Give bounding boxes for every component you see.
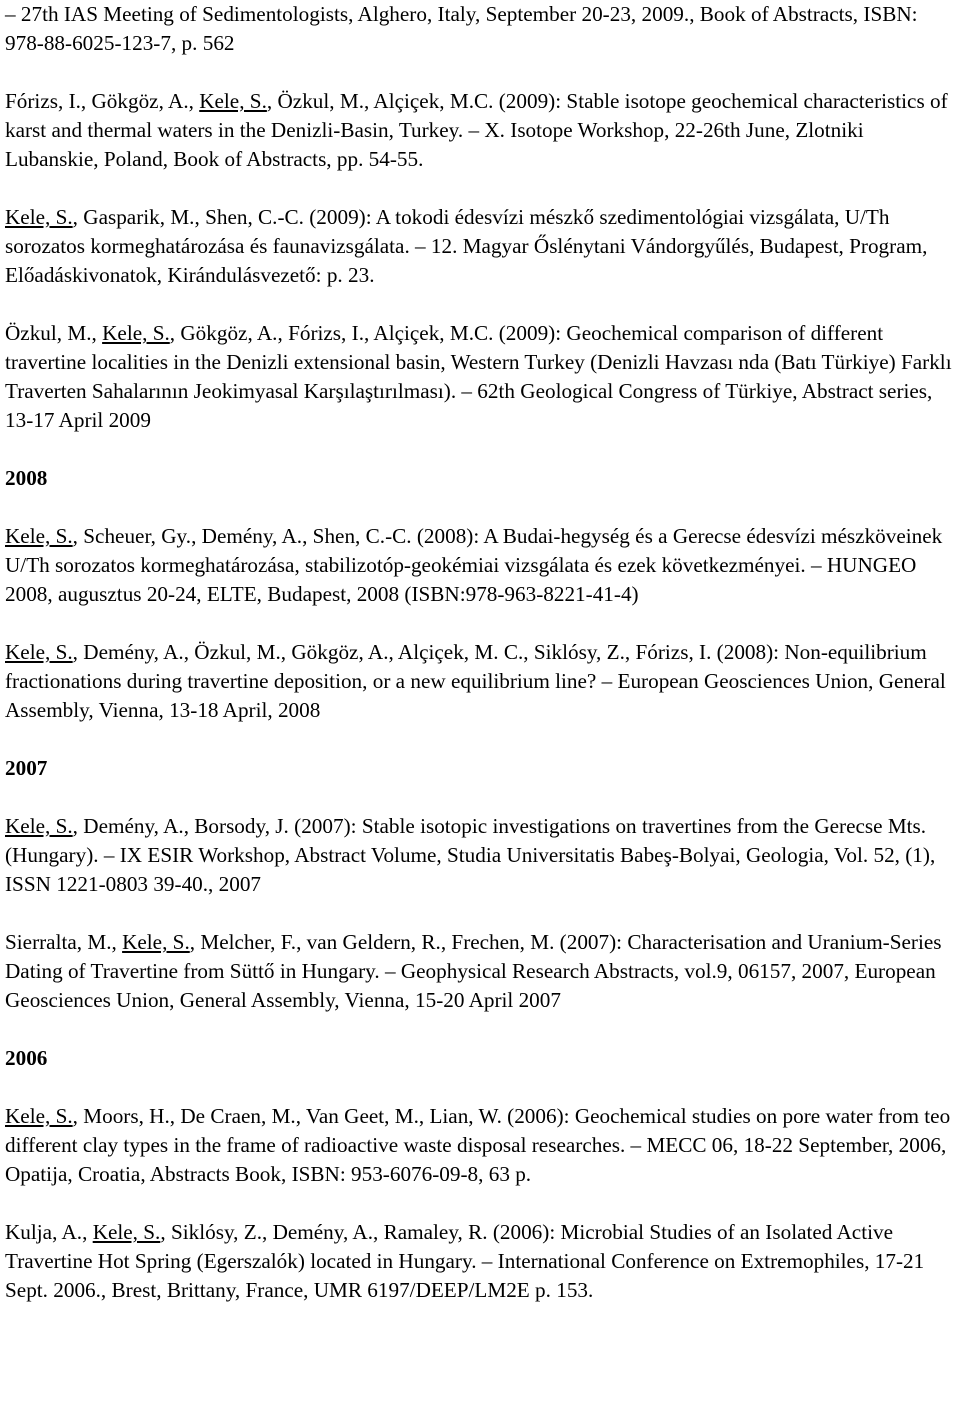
spacer	[5, 899, 957, 928]
spacer	[5, 290, 957, 319]
entry-citation: , Melcher, F., van Geldern, R., Frechen, M. (2007): Characterisation and Uranium-Series Dating of Travertine from Süttő in Hungary. – Geophysical Research Abstracts, vol.9, 06157, 2007, European Geosciences Union, General Assembly, Vienna, 15-20 April 2007	[5, 930, 942, 1012]
publication-entry	[5, 812, 957, 899]
spacer	[5, 493, 957, 522]
highlighted-author: Kele, S.	[199, 89, 267, 113]
entry-text: – 27th IAS Meeting of Sedimentologists, Alghero, Italy, September 20-23, 2009., Book of Abstracts, ISBN: 978-88-6025-123-7, p. 562	[5, 2, 918, 55]
spacer	[5, 609, 957, 638]
entry-coauthors: Kulja, A.,	[5, 1220, 93, 1244]
highlighted-author: Kele, S.	[122, 930, 190, 954]
publication-entry	[5, 319, 957, 435]
spacer	[5, 174, 957, 203]
publication-entry	[5, 1102, 957, 1189]
spacer	[5, 58, 957, 87]
publication-entry	[5, 1218, 957, 1305]
entry-citation: , Demény, A., Borsody, J. (2007): Stable isotopic investigations on travertines from the Gerecse Mts. (Hungary). – IX ESIR Workshop, Abstract Volume, Studia Universitatis Babeş-Bolyai, Geologia, Vol. 52, (1), ISSN 1221-0803 39-40., 2007	[5, 814, 936, 896]
spacer	[5, 435, 957, 464]
publication-list	[5, 0, 957, 1305]
publication-entry	[5, 203, 957, 290]
highlighted-author: Kele, S.	[5, 205, 73, 229]
entry-citation: , Gökgöz, A., Fórizs, I., Alçiçek, M.C. (2009): Geochemical comparison of different travertine localities in the Denizli extensional basin, Western Turkey (Denizli Havzası nda (Batı Türkiye) Farklı Traverten Sahalarının Jeokimyasal Karşılaştırılması). – 62th Geological Congress of Türkiye, Abstract series, 13-17 April 2009	[5, 321, 952, 432]
year-heading: 2007	[5, 756, 48, 780]
highlighted-author: Kele, S.	[5, 1104, 73, 1128]
year-heading: 2006	[5, 1046, 48, 1070]
spacer	[5, 1073, 957, 1102]
highlighted-author: Kele, S.	[102, 321, 170, 345]
entry-citation: , Gasparik, M., Shen, C.-C. (2009): A tokodi édesvízi mészkő szedimentológiai vizsgálata, U/Th sorozatos kormeghatározása és faunavizsgálata. – 12. Magyar Őslénytani Vándorgyűlés, Budapest, Program, Előadáskivonatok, Kirándulásvezető: p. 23.	[5, 205, 928, 287]
highlighted-author: Kele, S.	[92, 1220, 161, 1244]
spacer	[5, 725, 957, 754]
publication-entry	[5, 928, 957, 1015]
publication-entry	[5, 522, 957, 609]
entry-citation: , Demény, A., Özkul, M., Gökgöz, A., Alçiçek, M. C., Siklósy, Z., Fórizs, I. (2008): Non-equilibrium fractionations during travertine deposition, or a new equilibrium line? – European Geosciences Union, General Assembly, Vienna, 13-18 April, 2008	[5, 640, 946, 722]
publication-entry	[5, 87, 957, 174]
entry-citation: , Siklósy, Z., Demény, A., Ramaley, R. (2006): Microbial Studies of an Isolated Active Travertine Hot Spring (Egerszalók) located in Hungary. – International Conference on Extremophiles, 17-21 Sept. 2006., Brest, Brittany, France, UMR 6197/DEEP/LM2E p. 153.	[5, 1220, 925, 1302]
year-heading: 2008	[5, 466, 48, 490]
entry-citation: , Özkul, M., Alçiçek, M.C. (2009): Stable isotope geochemical characteristics of karst and thermal waters in the Denizli-Basin, Turkey. – X. Isotope Workshop, 22-26th June, Zlotniki Lubanskie, Poland, Book of Abstracts, pp. 54-55.	[5, 89, 948, 171]
spacer	[5, 1015, 957, 1044]
entry-coauthors: Sierralta, M.,	[5, 930, 123, 954]
entry-citation: , Moors, H., De Craen, M., Van Geet, M., Lian, W. (2006): Geochemical studies on pore water from teo different clay types in the frame of radioactive waste disposal researches. – MECC 06, 18-22 September, 2006, Opatija, Croatia, Abstracts Book, ISBN: 953-6076-09-8, 63 p.	[5, 1104, 951, 1186]
spacer	[5, 783, 957, 812]
entry-coauthors: Özkul, M.,	[5, 321, 103, 345]
entry-coauthors: Fórizs, I., Gökgöz, A.,	[5, 89, 200, 113]
entry-citation: , Scheuer, Gy., Demény, A., Shen, C.-C. (2008): A Budai-hegység és a Gerecse édesvízi mészköveinek U/Th sorozatos kormeghatározása, stabilizotóp-geokémiai vizsgálata és ezek következményei. – HUNGEO 2008, augusztus 20-24, ELTE, Budapest, 2008 (ISBN:978-963-8221-41-4)	[5, 524, 943, 606]
highlighted-author: Kele, S.	[5, 640, 73, 664]
highlighted-author: Kele, S.	[5, 814, 73, 838]
publication-entry	[5, 638, 957, 725]
spacer	[5, 1189, 957, 1218]
publication-entry	[5, 0, 957, 58]
highlighted-author: Kele, S.	[5, 524, 73, 548]
